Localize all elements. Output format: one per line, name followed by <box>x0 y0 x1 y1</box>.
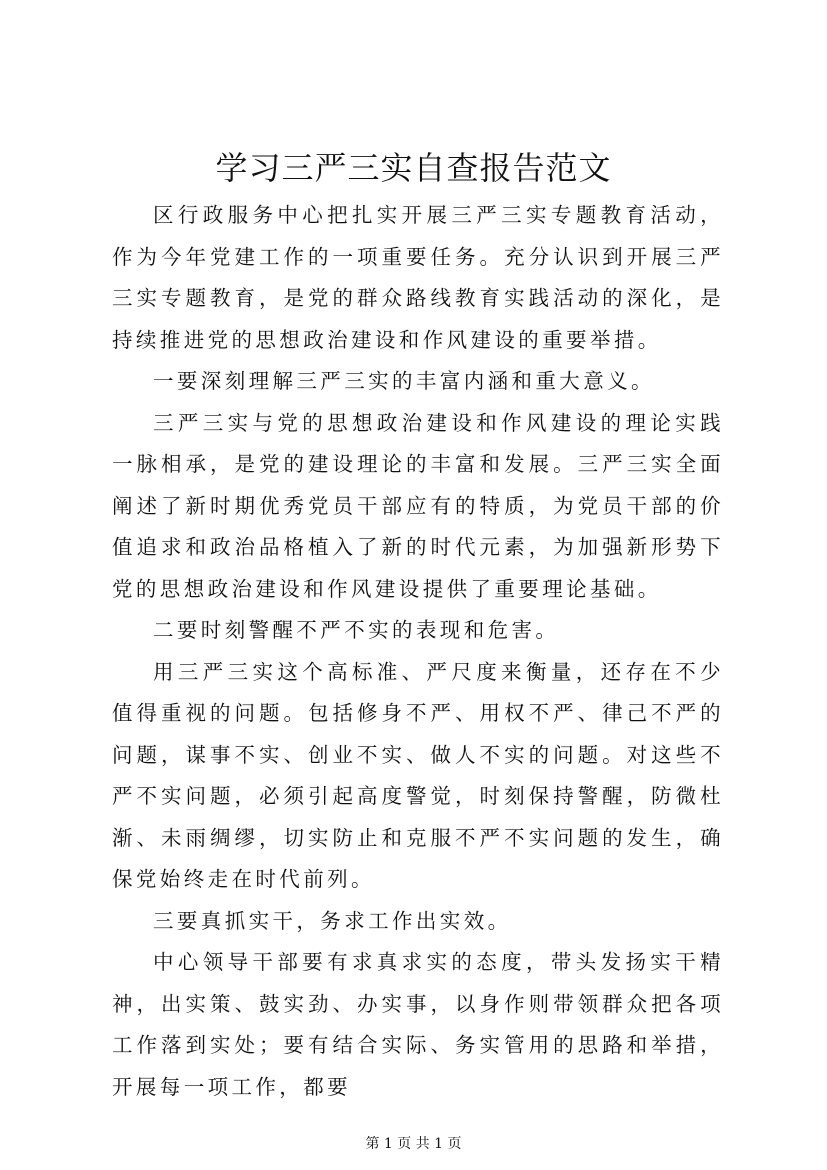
paragraph-3: 中心领导干部要有求真求实的态度，带头发扬实干精神，出实策、鼓实劲、办实事，以身作则带领群众把各项工作落到实处；要有结合实际、务实管用的思路和举措，开展每一项工作，都要 <box>112 950 724 1099</box>
paragraph-1: 三严三实与党的思想政治建设和作风建设的理论实践一脉相承，是党的建设理论的丰富和发展。三严三实全面阐述了新时期优秀党员干部应有的特质，为党员干部的价值追求和政治品格植入了新的时代元素，为加强新形势下党的思想政治建设和作风建设提供了重要理论基础。 <box>112 410 724 601</box>
document-body <box>112 195 724 1108</box>
document-title: 学习三严三实自查报告范文 <box>215 149 612 187</box>
page-footer: 第 1 页 共 1 页 <box>365 1136 462 1152</box>
paragraph-heading-2: 二要时刻警醒不严不实的表现和危害。 <box>153 618 560 642</box>
paragraph-heading-1: 一要深刻理解三严三实的丰富内涵和重大意义。 <box>153 369 655 393</box>
paragraph-2: 用三严三实这个高标准、严尺度来衡量，还存在不少值得重视的问题。包括修身不严、用权不严、律己不严的问题，谋事不实、创业不实、做人不实的问题。对这些不严不实问题，必须引起高度警觉，时刻保持警醒，防微杜渐、未雨绸缪，切实防止和克服不严不实问题的发生，确保党始终走在时代前列。 <box>112 659 724 891</box>
paragraph-heading-3: 三要真抓实干，务求工作出实效。 <box>153 908 512 933</box>
paragraph-intro: 区行政服务中心把扎实开展三严三实专题教育活动，作为今年党建工作的一项重要任务。充分认识到开展三严三实专题教育，是党的群众路线教育实践活动的深化，是持续推进党的思想政治建设和作风建设的重要举措。 <box>112 203 724 352</box>
